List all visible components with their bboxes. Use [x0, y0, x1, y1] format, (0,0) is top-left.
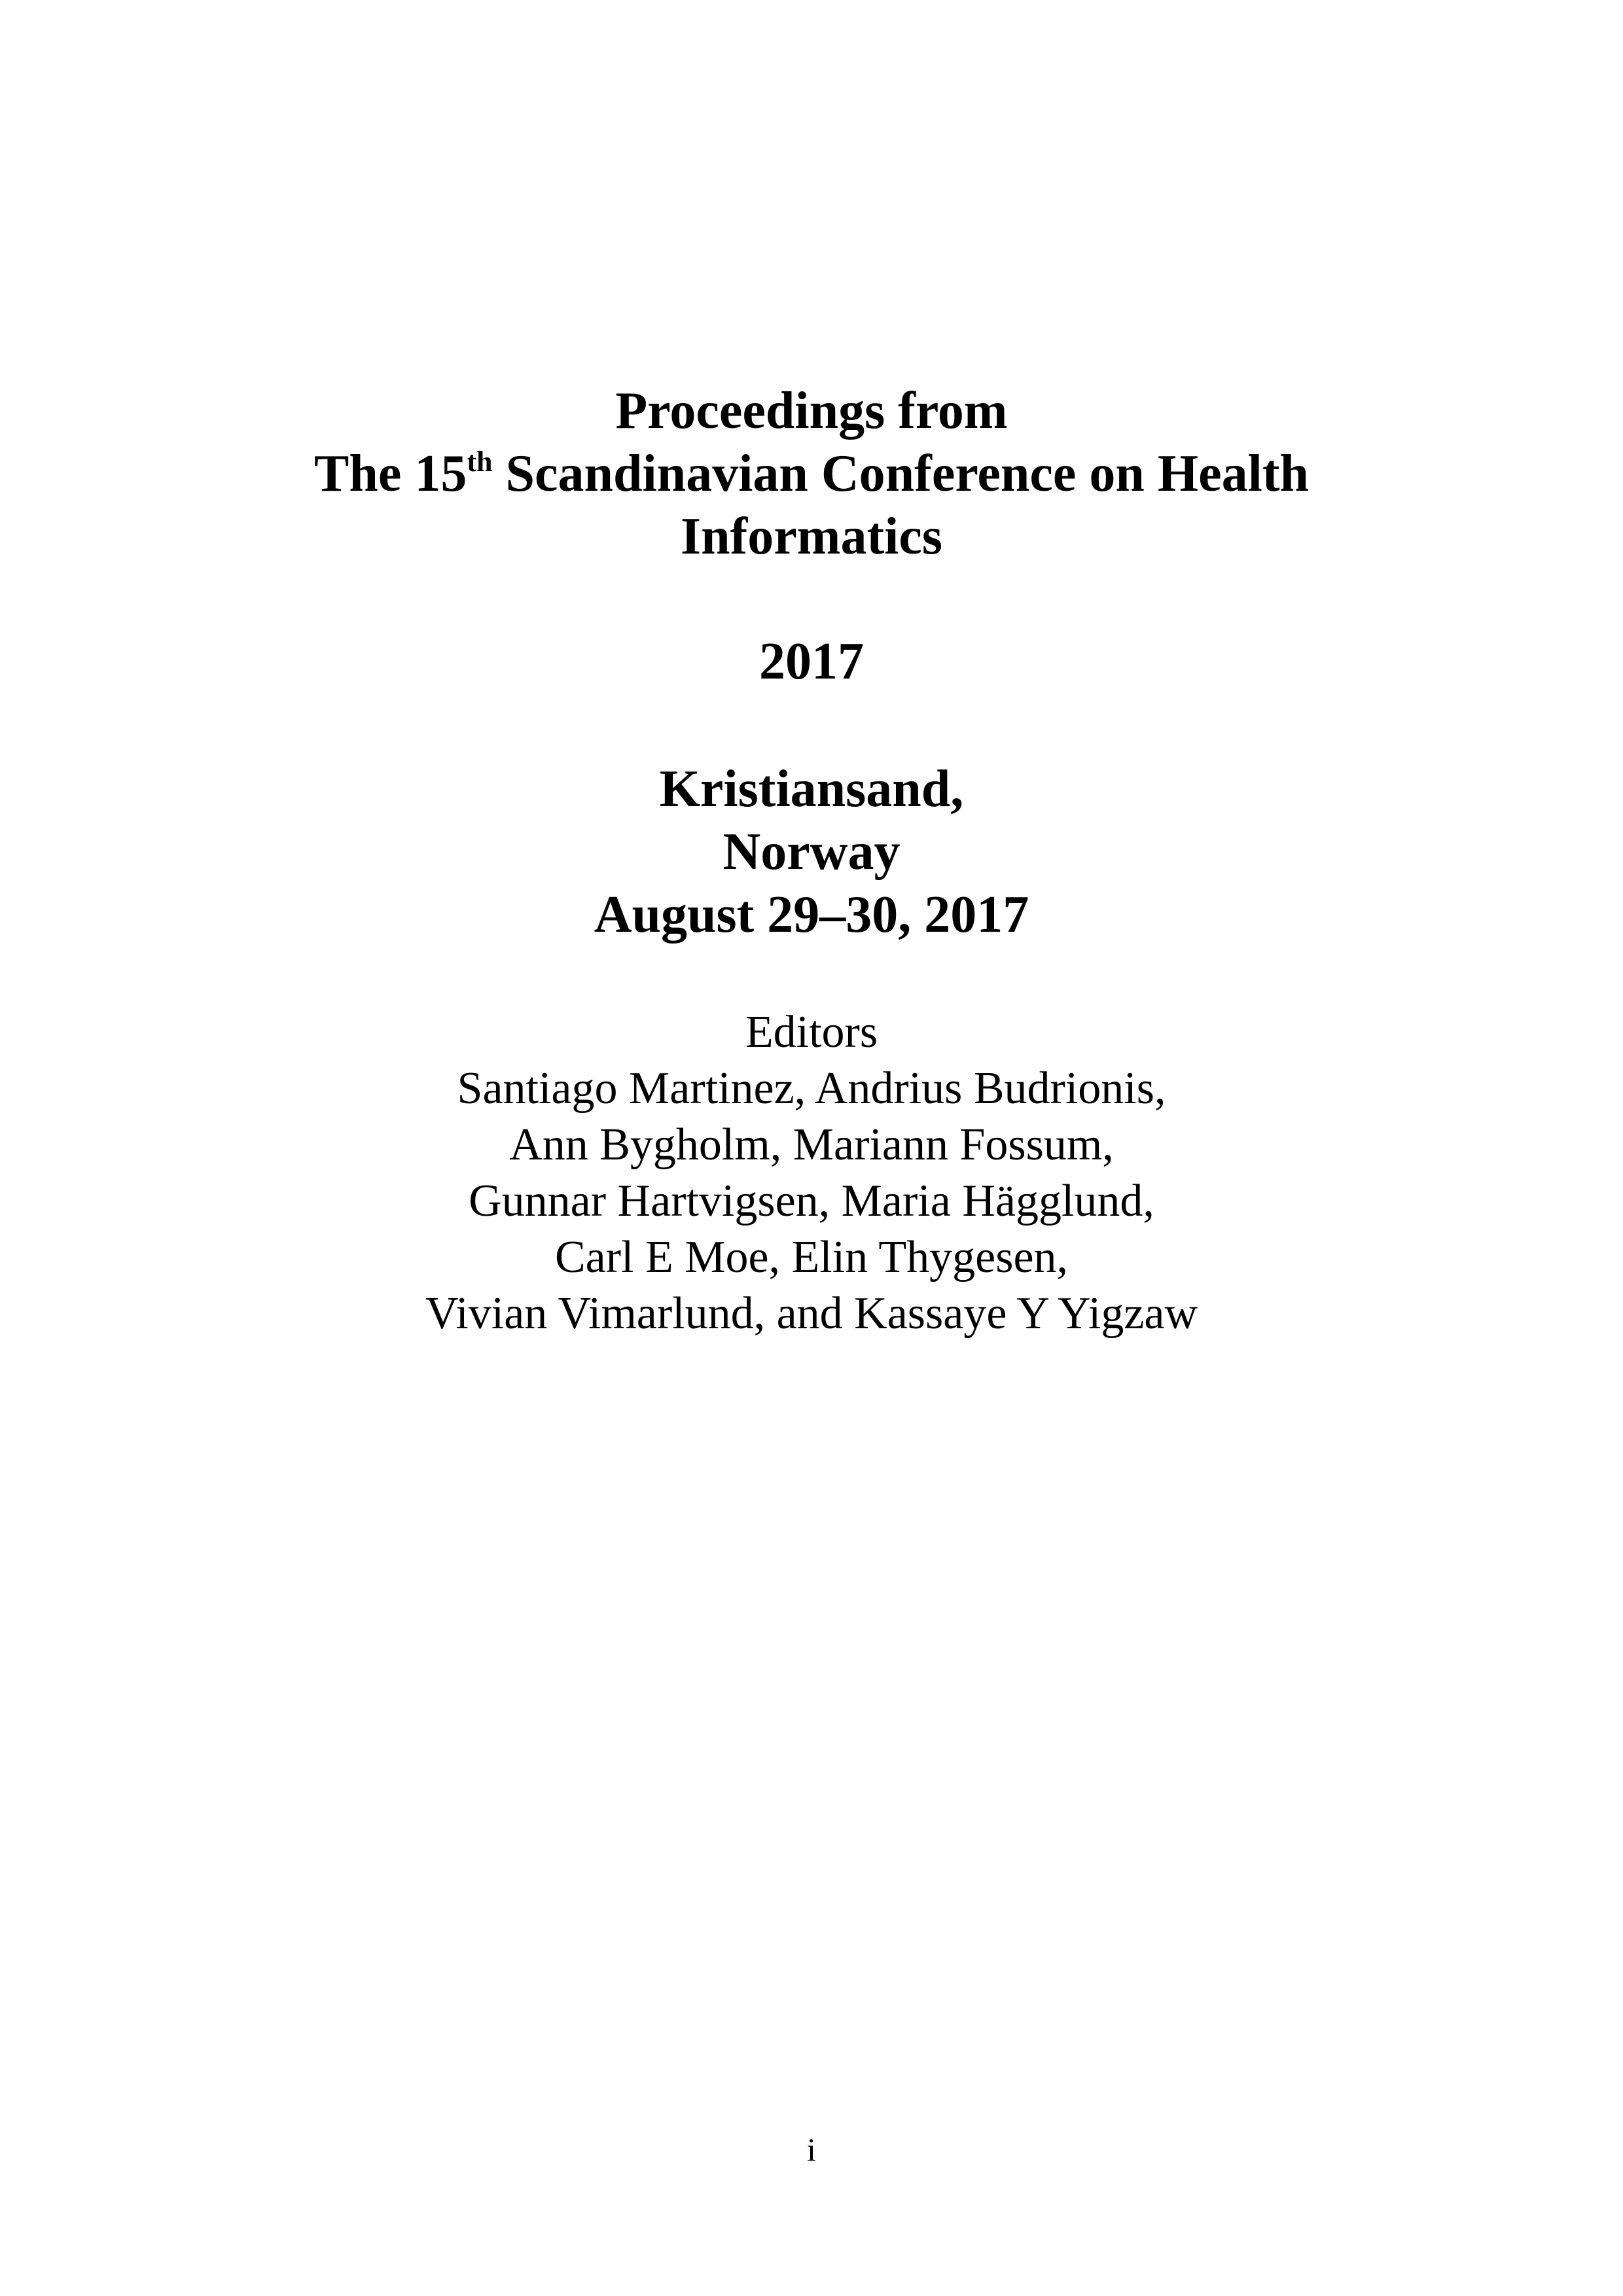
editors-heading: Editors [745, 1007, 878, 1057]
page-number: i [807, 2131, 816, 2168]
title-line-2-start: The 15 [314, 445, 467, 503]
editors-line-1: Santiago Martinez, Andrius Budrionis, [457, 1063, 1166, 1114]
editors-line-5: Vivian Vimarlund, and Kassaye Y Yigzaw [425, 1288, 1198, 1339]
editors-section [0, 1004, 1623, 1342]
proceedings-title [0, 380, 1623, 568]
title-line-1: Proceedings from [615, 382, 1008, 440]
title-line-3: Informatics [681, 508, 942, 565]
title-line-2 [0, 442, 1623, 505]
location-city: Kristiansand, [659, 760, 964, 818]
editors-line-4: Carl E Moe, Elin Thygesen, [554, 1232, 1069, 1282]
conference-dates: August 29–30, 2017 [594, 886, 1029, 944]
editors-line-3: Gunnar Hartvigsen, Maria Hägglund, [469, 1176, 1154, 1226]
title-line-2-end: Scandinavian Conference on Health [492, 445, 1309, 503]
editors-line-2: Ann Bygholm, Mariann Fossum, [509, 1120, 1114, 1170]
conference-year: 2017 [759, 633, 864, 690]
location-country: Norway [722, 823, 901, 881]
conference-location [0, 758, 1623, 946]
ordinal-suffix: th [467, 446, 493, 478]
